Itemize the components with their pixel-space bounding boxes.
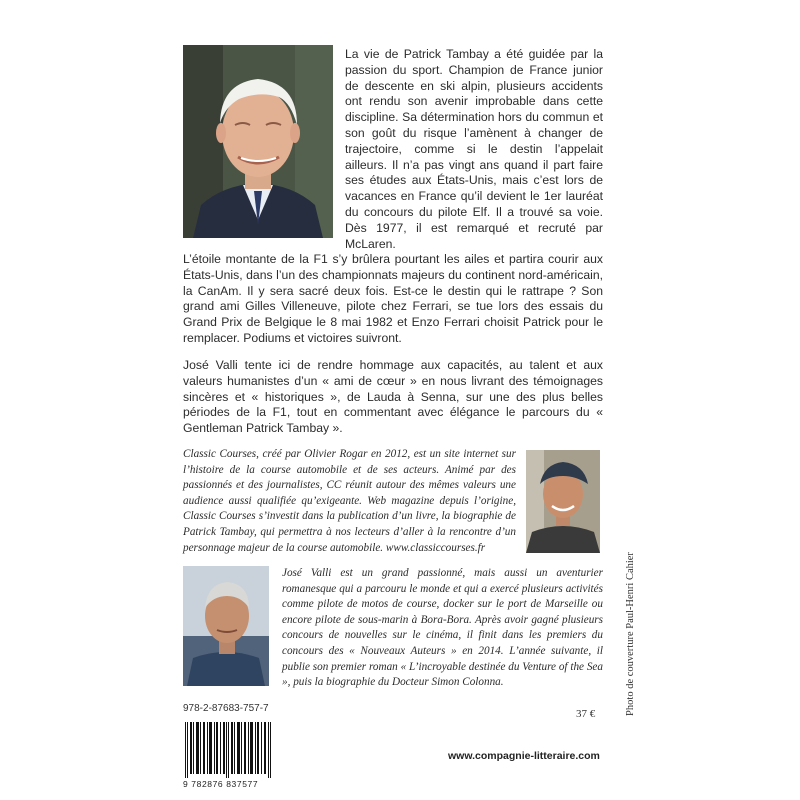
publisher-website[interactable]: www.compagnie-litteraire.com [448,750,600,762]
patrick-tambay-portrait [183,45,333,238]
isbn-number: 978-2-87683-757-7 [183,703,269,714]
jose-valli-portrait [183,566,269,686]
intro-paragraph-top: La vie de Patrick Tambay a été guidée par la passion du sport. Champion de France junior de descente en ski alpin, plusieurs accidents ont rendu son avenir improbable dans cette discipline. Sa détermination hors du commun et son goût du risque l’amènent à changer de trajectoire, comme si le destin l’appelait ailleurs. Il n’a pas vingt ans quand il part faire ses études aux États-Unis, mais c’est lors de vacances en France qu’il devient le 1er lauréat du concours du pilote Elf. Il a trouvé sa voie. Dès 1977, il est remarqué et recruté par McLaren. [345,47,603,251]
intro-paragraph-bottom: L’étoile montante de la F1 s’y brûlera pourtant les ailes et partira courir aux États-Unis, dans l’un des championnats majeurs du continent nord-américain, la CanAm. Il y sera sacré deux fois. Est-ce le destin qui le rattrape ? Son grand ami Gilles Villeneuve, pilote chez Ferrari, se tue lors des essais du Grand Prix de Belgique le 8 mai 1982 et Enzo Ferrari choisit Patrick pour le remplacer. Podiums et victoires suivront. [183,252,603,345]
tribute-paragraph: José Valli tente ici de rendre hommage aux capacités, au talent et aux valeurs humanistes d’un « ami de cœur » en nous livrant des témoignages sincères et « historiques », de Lauda à Senna, sur une des plus belles périodes de la F1, tout en commentant avec élégance le parcours du « Gentleman Patrick Tambay ». [183,358,603,436]
photo-credit [620,552,640,716]
barcode [183,722,273,778]
barcode-digits: 9 782876 837577 [183,779,259,789]
classic-courses-paragraph: Classic Courses, créé par Olivier Rogar en 2012, est un site internet sur l’histoire de la course automobile et de ses acteurs. Animé par des passionnés et des journalistes, CC réunit autour des mêmes valeurs une audience aussi qualifiée qu’exigeante. Web magazine depuis l’origine, Classic Courses s’investit dans la publication d’un livre, la biographie de Patrick Tambay, qui permettra à nos lecteurs d’aller à la rencontre d’un personnage majeur de la course automobile. www.classiccourses.fr [183,448,516,554]
photo-credit-text: Photo de couverture Paul-Henri Cahier [624,552,636,716]
author-bio-paragraph: José Valli est un grand passionné, mais aussi un aventurier romanesque qui a parcouru le monde et qui a exercé plusieurs activités comme pilote de motos de course, docker sur le port de Marseille ou encore pilote de sous-marin à Bora-Bora. Après avoir gagné plusieurs concours de nouvelles sur le cinéma, il finit dans les premiers du concours des « Nouveaux Auteurs » en 2014. L’année suivante, il publie son premier roman « L’incroyable destinée du Venture of the Sea », puis la biographie du Docteur Simon Colonna. [282,567,603,689]
olivier-rogar-portrait [526,450,600,553]
price-label: 37 € [576,708,596,720]
